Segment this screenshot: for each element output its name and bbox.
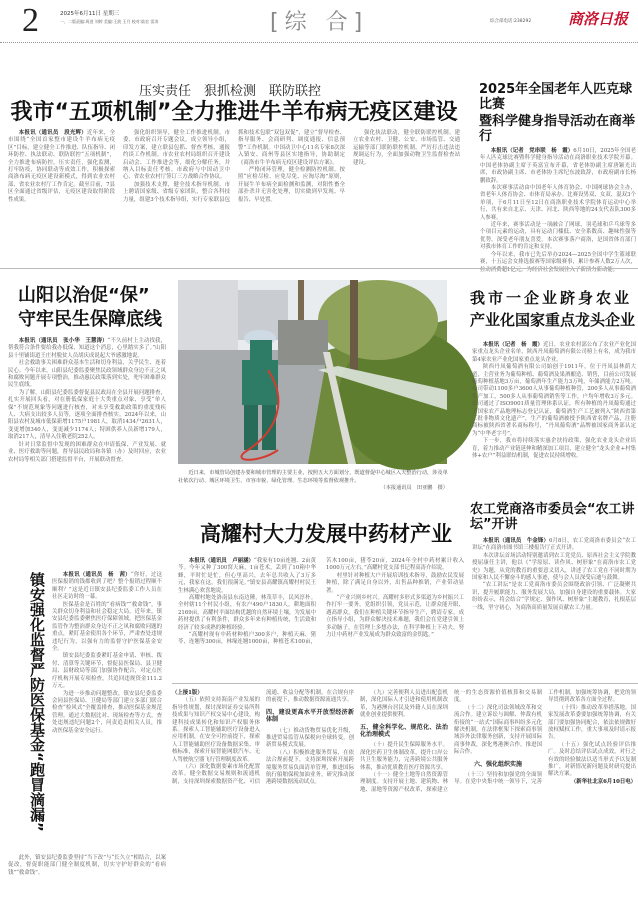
zhenan-body	[52, 572, 162, 852]
paragraph: （十一）健全土地等自然资源管理制度。支持开展土地、建筑物、林地、湿地等资源产权改革，探索建立统一的生态资源价值核算和交易制度。	[360, 690, 542, 793]
headline-line: 产业化国家重点龙头企业	[470, 311, 636, 329]
paragraph: 下一步，我市将持续落实惠企扶持政策，强化农业龙头企业培育，着力推动产业链延伸和精深加工项目，建立健全“龙头企业+村集体+农户”利益联结机制，促进农民持续增收。	[472, 438, 636, 460]
section-heading: 六、强化组织实施	[473, 760, 522, 768]
reporter: （通讯员 卢丽涵）	[205, 558, 254, 564]
paragraph: “不久前村上主动找我，帮我符合条件要给我办低保，知道这个消息，心里踏实多了。”山阳县十里铺街道王庄村脱贫人员胡庆成说起大爷感激地说。	[8, 338, 166, 359]
enterprise-body	[472, 342, 636, 478]
paragraph: 近日，农业农村部公布了农业产业化国家重点龙头企业名单，陕西丹凤葡萄酒有限公司榜上有名，成为我市第4家农业产业化国家重点龙头企业。	[472, 342, 636, 363]
paragraph: 为进一步推动问题整改，镇安县纪委监委会同县医保局、卫健局等部门建立多部门联合检查“检风式”全覆盖排查，推动医保基金规范管理。通过大数据比对、现场检查等方式，查处违规违纪问题2个，问责追责相关人员，推动医保基金安全运行。	[52, 690, 162, 734]
paragraph: 此外，镇安县纪委监委坚持“当下改”与“长久立”相结合，以案促改，督促职能部门健全制度机制，切实守护好群众的“看病钱”“救命钱”。	[8, 855, 166, 876]
gaoyao-body	[178, 558, 464, 674]
paragraph: 针对日常监督中发现的困难群众在申请低保、产业发展、就业、医疗救助等问题，督导县民政局和各镇（办）及时回应，农业农村局等相关部门搭建监督平台，开展联动督查。	[8, 441, 166, 463]
gaoyao-headline: 高耀村大力发展中药材产业	[200, 522, 452, 546]
paragraph: “产业兴则乡村兴。高耀村多形式多渠道为乡村振兴工作打牢一要务，党组织引领，党员示范，让群众能开眼、遇高群众，我们在种植关键环节指导生产，聘请专家，成立指导小组，为群众解决技术难题，我们会在党建引领上多动脑子，在管理上多想办法，在科学种植上下功夫，努力让中药材产业发展成为群众致富的金钥匙。”	[326, 595, 464, 639]
headline-line: 我市一企业跻身农业	[470, 289, 633, 307]
newspaper-logo: 商洛日报	[568, 10, 629, 28]
paragraph: 严格闭环管理，健全检测防控机制。按照“应检尽检、应免尽免、应淘尽淘”原则，开展牛羊布病全面检测和监测，对阳性畜全部扑杀并无害化处理，切实做到早发现、早报告、早处置。	[238, 167, 345, 203]
zhenan-headline: 镇安强化监督严防医保基金“跑冒滴漏”	[28, 572, 46, 832]
paragraph: （十三）坚持和加强党的全面领导。在党中央集中统一领导下，完善工作机制，加强统筹协调，把党的领导贯彻到改革各方面全过程。	[454, 690, 636, 786]
caption-text: 近日来，市城管局创建办要和城市管理的主要主业，按照五大方面划分，既道督促中心城区入夫整治行动，涉及单社依次行动、城区环境卫生、市容市貌、绿化管理、生态环境等监督依观推升。	[178, 470, 448, 484]
elderly-body	[480, 148, 636, 273]
reporter: （记者 党串联 杨 霞）	[507, 148, 574, 154]
byline: 本报讯	[62, 572, 80, 578]
enterprise-headline	[470, 287, 636, 331]
forum-body	[472, 538, 636, 632]
paragraph: 本次讲坛首场活动特别邀请到农工党党员、原西社会主义学院教授屈康任主讲，他以《“学原原、读作风、树形象”在商洛市农工党史》为题，从党的教育的重要意义切入，讲述了农工党在不同时期为国家和人民不懈奋斗的感人事迹，使与会人员深受启迪与鼓舞。	[472, 552, 636, 582]
paragraph: 陕西丹凤葡萄酒有限公司始创于1911年，位于丹凤县林荫大道，主营业务为葡萄种植、葡萄酒及果酒酿造、销售，目前公司发展葡萄种植基地3万亩，葡萄酒年生产能力3万吨，年储酒能力2万吨。公司带动1100多户3600人从事葡萄种植种管，200多人从事葡萄酒生产加工，500多人从事葡萄酒销售等工作，户均年增收3万多元。公司通过了ISO9001质量管理体系认证，所有种植的丹凤葡萄通过了国家农产品地理标志登记认证，葡萄酒生产工艺被列入“陕西省第三批非物质文化遗产”，生产的葡萄酒被授予陕西省名牌产品，注册商标被陕西省著名商标称号，“丹凤葡萄酒”品牌被国家商务部认定为“中华老字号”。	[472, 364, 636, 437]
reporter: （通讯员 杨 茜）	[79, 572, 131, 578]
byline: 本报讯	[482, 538, 500, 544]
paragraph: 镇安县纪委监委紧盯基金申请、审核、拨付、清算等关键环节，督促县医保局、县卫健局、县财政局等部门加强协作配合，对定点医疗机构开展专项检查，共追回违规资金111.2万元。	[52, 653, 162, 690]
paragraph: 近年来，赛事活动是一项融合了网球、羽毛球和乒乓球等多个项目元素的运动，具有运动门槛低、安全系数高、趣味性强等优势，深受老年朋友喜爱。本次赛事落户商洛，是国省体育部门对我市体育工作的肯定和支持。	[480, 222, 636, 251]
paragraph: 加强技术支撑，健全技术指导机制。市上聘请国家级、省级专家团队，整合各科技力量，组建3个技术指导组，实行专家联县包抓和技术包联“双包双促”，建立“督导检查、指导服务、会商研判、调度通报、信息预警”工作机制。中国动卫中心11名专家8次深入镇安、商州等县区实地指导，协助制定《商洛市牛羊布病无疫区建设评估方案》。	[123, 130, 345, 203]
paragraph: 强化组织领导，健全工作推进机制。市委、市政府召开专题会议，成立领导小组，印发方案，建立联县包抓、督查考核、通报约谈工作机制。市农业农村局组织召开建设启动会、工作推进会等，细化分解任务，并纳入目标责任考核。市政府与中国动卫中心、省农业农村厅签订三方战略合作协议。	[123, 130, 230, 181]
editor-credits: 一、二版责编:周进 刘婷 美编:王波 王月 校对:陆宏 雷涛	[60, 19, 159, 24]
paragraph: “农工讲坛”是农工党商洛市委员会围绕政治引领、广泛凝聚共识，提升履职能力、服务发展大局，加强自身建设的重要载体。大家纷纷表示，将会结合“学规定、强作风、树形象”主题教育，扎根基层一线，坚守初心，为商洛高质量发展贡献农工力量。	[472, 582, 636, 611]
lead-headline: 我市“五项机制”全力推进牛羊布病无疫区建设	[10, 100, 458, 125]
paragraph: （十四）推动改革举措落地。国家发展改革委要加强统筹协调，有关部门要加强协同配合，依法依规做好放权赋权工作，重大事项及时请示报告。	[548, 704, 636, 741]
header-divider	[0, 42, 638, 43]
reporter: （通讯员 牛金锋）	[499, 538, 549, 544]
byline: 本报讯	[188, 558, 206, 564]
headline-line: 2025年全国老年人匹克球比赛	[479, 82, 633, 112]
reporter: （记者 杨 霞）	[499, 342, 544, 348]
shanyang-headline	[18, 284, 170, 332]
headline-line: 山阳以治促“保”	[18, 285, 150, 306]
lead-kicker: 压实责任 狠抓检测 联防联控	[138, 84, 321, 99]
paragraph: （十五）强化试点经验评估推广。及时总结评估试点成效，对行之有效的经验做法以适当形式予以复制推广，对新情况新问题及时研究提出解决方案。	[548, 741, 636, 778]
paragraph: 为了解，山阳县纪委监委督促县民政局在全县开展问题排查，扎实开展回头看，对在册低保家庭十大类重点对象、享受“单人保”不规范现象等问题进行核查，对未享受救助政策的重度残疾人、大病支出较多人员等，逐项全面排查核实。2024年以来，山阳县农村及城市低保新增1175户1981人，取消1434户2631人，变更增加340人，变更减少1174人；特困供养人员新增179人，取消217人，清导入住敬老院252人。	[8, 389, 166, 441]
paragraph: 6月10日，2025年全国老年人匹克球比赛暨科学健身指导活动在商洛职业技术学院开幕。中国老体协副主席于英富宣布开幕，省老体协副主席唐颖光出席，市政协副主席、市老体协主席纪东波致辞，市政府副市长杨鹏致辞。	[480, 148, 636, 184]
byline: 本报讯	[482, 342, 500, 348]
forum-headline: 农工党商洛市委员会“农工讲坛”开讲	[470, 502, 635, 532]
section-heading: 四、建设更高水平开放型经济新体制	[266, 708, 354, 724]
paragraph: 医保基金是百姓的“看病钱”“救命钱”，事关群众切身利益和社会稳定大局。近年来，镇安县纪委监委聚焦医疗保障领域，把医保基金监管作为整治群众身边不正之风和腐败问题的重点，紧盯基金使用各个环节，严肃查处违规违纪行为，以强有力的监督守护医保基金安全。	[52, 601, 162, 653]
zhenan-body-continued	[8, 855, 166, 913]
continued-article-body	[172, 690, 636, 913]
elderly-headline	[479, 82, 636, 144]
paragraph: （七）推动货物贸易优化升级，推进贸易监管从保税向全球转变，创新贸易模式发展。	[266, 727, 354, 749]
paragraph: （九）完善便利人员进出配套机制，深化国际人才引进和使用机制改革，为港澳台居民及外籍人员在深圳就业创业提供便利。	[360, 690, 448, 719]
page-number: 2	[22, 2, 39, 39]
department-phone: 综合部电话:238292	[490, 19, 532, 24]
paragraph: （八）积极推进服务贸易，在依法合规前提下，支持深圳探索开展跨境服务贸易负面清单管理，推进国际航行船舶保税加油业务，研究推动深港跨境数据流动试点。	[266, 749, 354, 786]
paragraph: “你好，过这医保报销的钱都收到了吧？整个报销过程顺不顺利？”这是近日镇安县纪委监委工作人员在社区走访时的一幕。	[52, 572, 162, 601]
paragraph: 社会救助事关困难群众基本生活和切身利益，关乎民生、连着民心。今年以来，山阳县纪委监委聚焦民政领域群众身边不正之风和腐败问题开展专项整治，推动惠民政策落到实处，兜牢困难群众民生底线。	[8, 360, 166, 389]
reporter: （通讯员 段光辉）	[35, 130, 87, 136]
headline-line: 守牢民生保障底线	[18, 309, 162, 330]
issue-date: 2025年6月11日 星期三	[60, 11, 120, 17]
byline: 本报讯	[490, 148, 508, 154]
reporter: （通讯员 张小华 王慧涛）	[35, 338, 108, 344]
paragraph: 今年以来，我市已先后举办2024—2025全国中学生篮球联赛，十五运会女排选拔赛等国家级赛事，累计参赛人数2万人次，拉动消费超1亿元，为经济社会发展注入了新活力新动能。	[480, 251, 636, 273]
paragraph: “我家有10亩连翘、2亩黄芩。今年又种了300窝天麻，1亩苍术，丢到了10箱中华蜂，平时忙是忙，但心里高兴，去年总共收入了3万多元，我家在这，我们很满足。”镇安县高耀镇高耀村村民王生林满心欢喜地说。	[178, 558, 316, 594]
shanyang-body	[8, 338, 166, 560]
photo-caption	[178, 470, 448, 493]
paragraph: “高耀村现有中药材种植户300多户，种植天麻、猪苓、连翘等300亩，林缘连翘1000亩，种植苍术100亩，苦木100亩，猪苓20亩，2024年全村中药材累计收入1000万元左右。”高耀村党支部书记程高涛介绍说。	[178, 558, 464, 646]
lead-body	[8, 130, 460, 266]
paragraph: （十二）深化司法领域改革和交流合作。建立诉讼与调解、仲裁有机衔接的“一站式”国际商事纠纷多元化解决机制，在法律框架下探索商事领域涉外法律服务创新，支持开展国际商事仲裁，深化粤港澳合作，推进国际合作。	[454, 704, 542, 756]
section-heading: 五、健全科学化、规范化、法治化治理模式	[360, 723, 448, 739]
paragraph: 村里针对种植大户开展培训技术指导，鼓励农民发展种植，除了满足自身以外，出售品种推销，产业带动显著。	[326, 572, 464, 594]
section-divider	[0, 268, 638, 269]
paragraph: （六）深化数据要素市场化配置改革。健全数据交易规则和流通机制，支持深圳探索数据资产化、可信流通、收益分配等机制。在合规有序的前提下，推动数据资源流通共享。	[172, 690, 354, 785]
continued-marker: （上接1版）	[172, 690, 203, 696]
paragraph: 6月8日，农工党商洛市委员会“农工讲坛”在商洛市图书馆三楼报告厅正式开讲。	[472, 538, 636, 552]
paragraph: 近年来，全市围绕“全国首家整市建设牛羊布病无疫区”目标，建立健全工作推进、队伍指导、闭环防控、执法联动、联防联控“五项机制”，全力推进布病防控，压实责任，强化监测，打牢防疫，协同联动等成效工作，积极探索商洛布病无疫区建设新模式，得到农业农村部、省农业农村厅工作肯定。截至目前，7县区全面通过省级评估，无疫区建设取得阶段性成果。	[8, 130, 115, 203]
headline-line: 暨科学健身指导活动在商举行	[479, 114, 636, 144]
paragraph: 本次赛事活动由中国老年人体育协会、中国网球协会主办，省老年人体育协会、市体育局承办。比赛设男双、女双、混双3个单项，于6月11日至12日在商洛职业技术学院体育运动中心举行，共有来自北京、天津、河北、陕西等地的24支代表队300多人参赛。	[480, 185, 636, 221]
paragraph: 强化执法联动，健全联防联控机制。建立农业农村、卫健、公安、市场监管、交通运输等部门联防联控机制，严厉打击违法违规调运行为，全面加强动物卫生监督检查站建设。	[353, 130, 460, 166]
paragraph: 高耀村地处洛南县东南边陲，林茂草丰，民风淳朴。全村辖11个村民小组，有农户490户1830人，耕地面积2169亩。高耀村平面结构优越的自然环境土壤，为发展中药材提供了有利条件，群众多年来有种植传统，生活致和经济了较多成熟的种植经验。	[178, 595, 316, 631]
section-divider	[172, 683, 638, 684]
paragraph: （五）依照支持海南产业发展的指导性规划，探讨深圳证券交易所科技成果与知识产权交易中心建设，构建科技成果转化和知识产权服务体系。探索人工智能辅助医疗设备进入应用机制，在安全可控前提下，探索人工智能辅助医疗设备数据采集、审核标准，探索开展智能网联汽车、无人驾驶航空器飞行管理制度改革。	[172, 697, 260, 763]
news-photo-street-sanitation-worker	[178, 280, 447, 464]
section-title: [综 合]	[270, 10, 369, 35]
byline: 本报讯	[18, 130, 36, 136]
dateline: （新华社北京6月10日电）	[570, 778, 636, 785]
byline: 本报讯	[18, 338, 36, 344]
paragraph: （十）提升民生保障服务水平。深化医药卫生体制改革，提升口岸公共卫生服务能力，完善跨境公共服务体系，推动优质教育医疗资源共享。	[360, 742, 448, 771]
photo-credit: （本报通讯员 田亚鹏 摄）	[380, 485, 448, 492]
